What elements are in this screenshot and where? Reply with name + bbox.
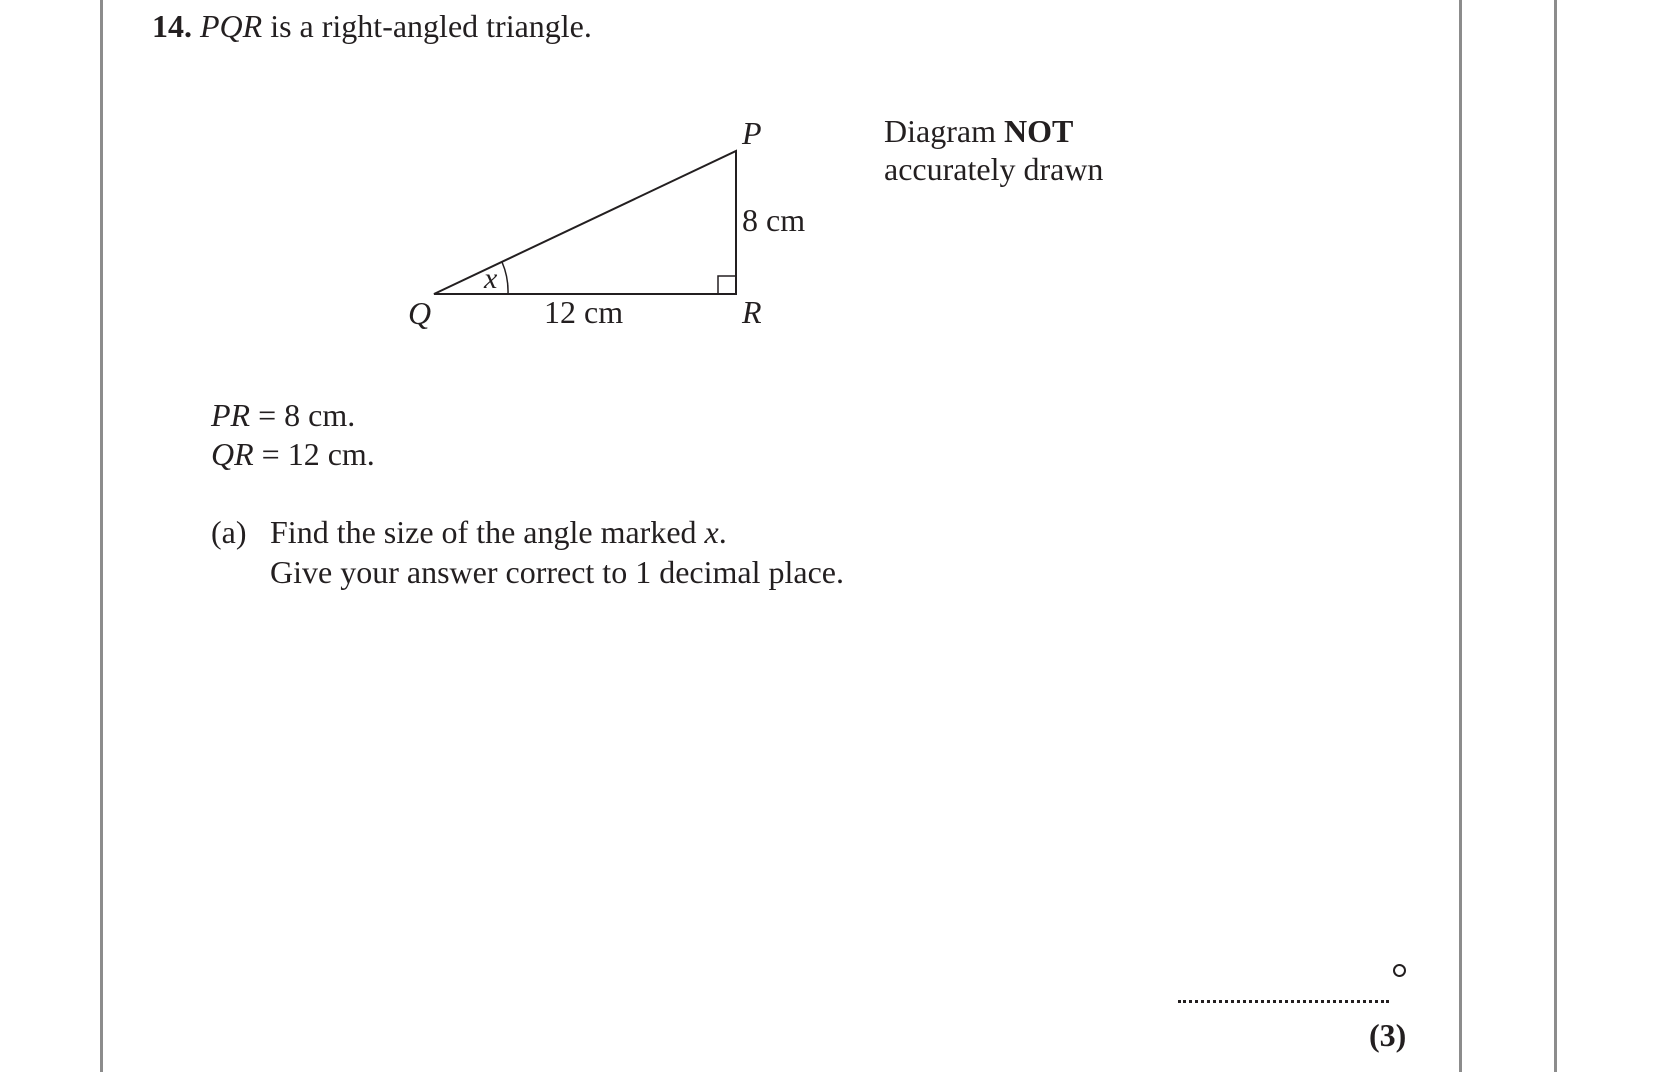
triangle-pqr xyxy=(434,151,736,294)
vertex-q-label: Q xyxy=(408,295,432,331)
part-a-line-2: Give your answer correct to 1 decimal place. xyxy=(270,554,844,590)
question-text: is a right-angled triangle. xyxy=(262,8,592,44)
part-a-label: (a) xyxy=(211,514,247,550)
marks-label: (3) xyxy=(1369,1017,1407,1053)
part-a-instruction: Find the size of the angle marked xyxy=(270,514,705,550)
vertex-r-label: R xyxy=(742,294,762,330)
right-angle-marker xyxy=(718,276,736,294)
part-a xyxy=(211,512,844,592)
side-pr-label: 8 cm xyxy=(742,202,806,238)
angle-x-label: x xyxy=(484,262,498,295)
given-pr-name: PR xyxy=(211,397,251,433)
given-qr-name: QR xyxy=(211,436,254,472)
given-pr-value: = 8 cm. xyxy=(250,397,356,433)
given-qr-value: = 12 cm. xyxy=(253,436,375,472)
side-qr-label: 12 cm xyxy=(544,294,624,330)
vertex-p-label: P xyxy=(742,115,762,151)
part-a-variable: x xyxy=(704,514,719,550)
given-lengths xyxy=(211,396,375,474)
answer-line[interactable] xyxy=(1178,1000,1389,1003)
note-line-1 xyxy=(884,112,1103,150)
part-a-period: . xyxy=(718,514,727,550)
part-a-line-1 xyxy=(211,512,844,552)
angle-arc xyxy=(502,262,508,294)
triangle-name: PQR xyxy=(200,8,263,44)
note-line-2: accurately drawn xyxy=(884,151,1104,187)
given-qr xyxy=(211,435,375,474)
note-text: Diagram xyxy=(884,113,1004,149)
degree-symbol xyxy=(1393,964,1406,977)
question-number: 14. xyxy=(152,8,192,44)
note-emphasis: NOT xyxy=(1003,113,1074,149)
diagram-note xyxy=(884,112,1103,188)
given-pr xyxy=(211,396,375,435)
